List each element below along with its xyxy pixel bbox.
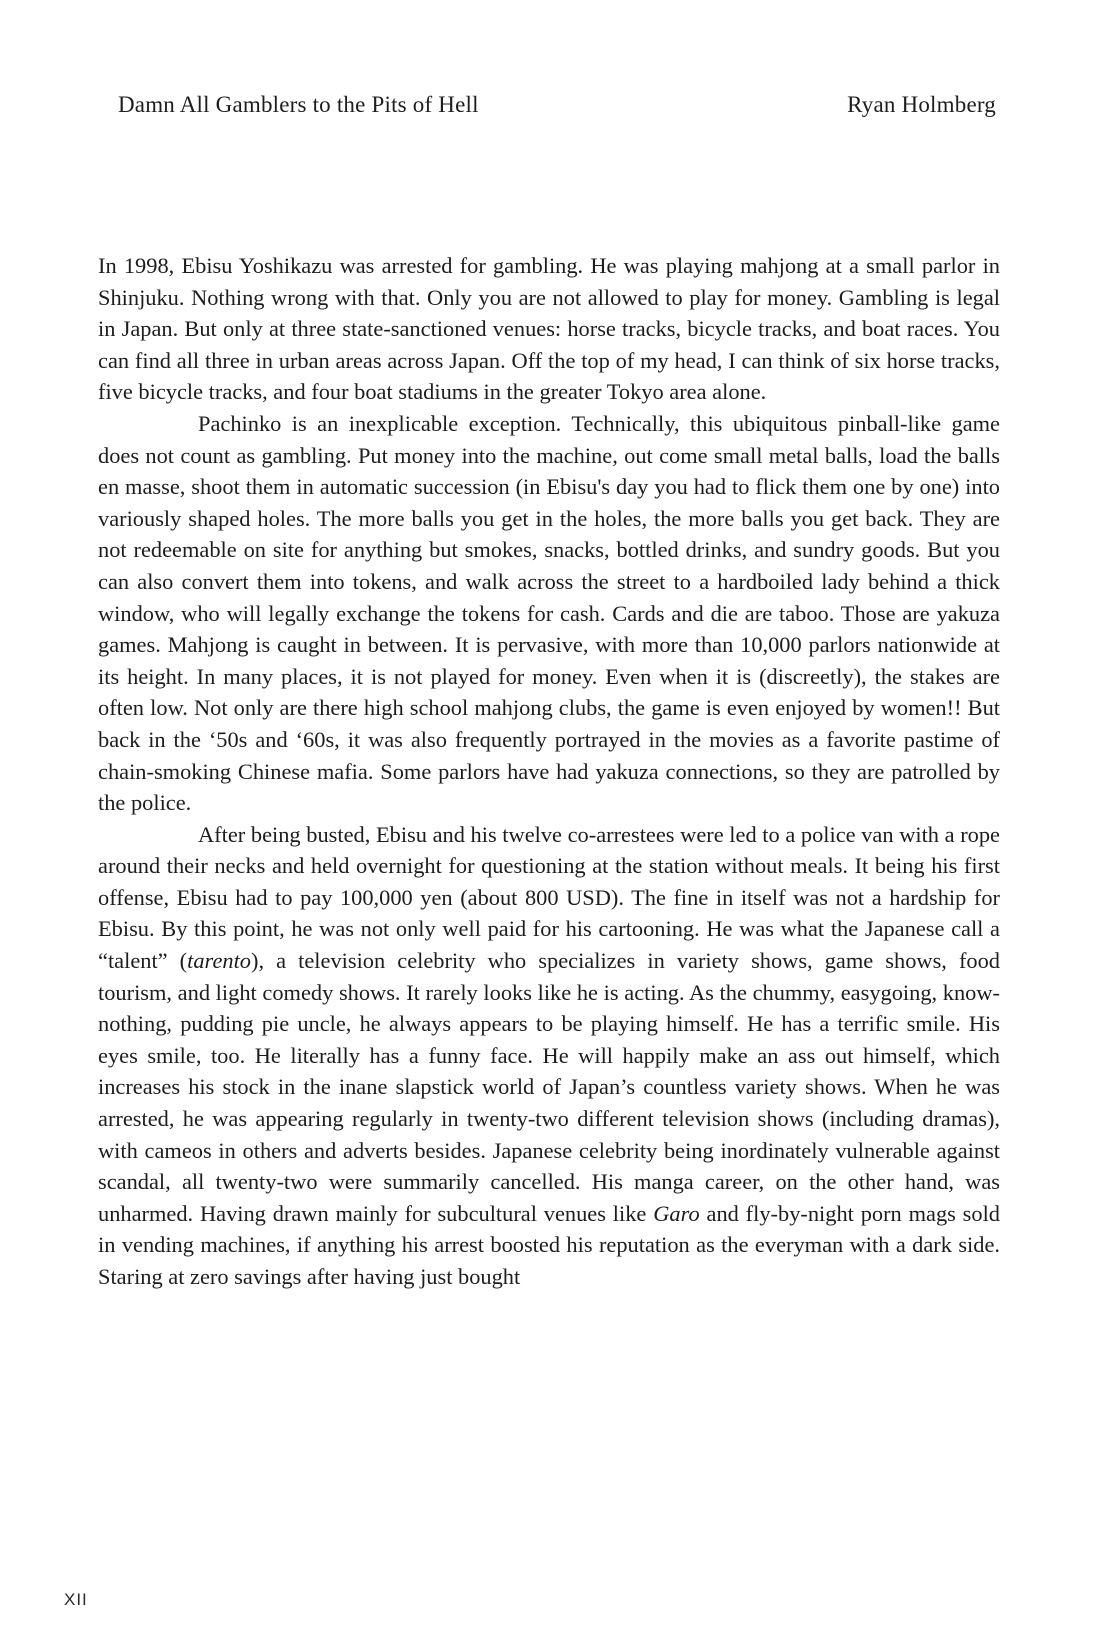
running-head xyxy=(118,92,996,118)
paragraph-1: In 1998, Ebisu Yoshikazu was arrested for gambling. He was playing mahjong at a small parlor in Shinjuku. Nothing wrong with that. Only you are not allowed to play for money. Gambling is legal in Japan. But only at three state-sanctioned venues: horse tracks, bicycle tracks, and boat races. You can find all three in urban areas across Japan. Off the top of my head, I can think of six horse tracks, five bicycle tracks, and four boat stadiums in the greater Tokyo area alone. xyxy=(98,253,1000,405)
paragraph-3-text-a: After being busted, Ebisu and his twelve co-arrestees were led to a police van with a rope around their necks and held overnight for questioning at the station without meals. It being his first offense, Ebisu had to pay 100,000 yen (about 800 USD). The fine in itself was not a hardship for Ebisu. By this point, he was not only well paid for his cartooning. He was what the Japanese call a “talent” ( xyxy=(98,821,1000,974)
paragraph-3-text-b: ), a television celebrity who specializes in variety shows, game shows, food tourism, and light comedy shows. It rarely looks like he is acting. As the chummy, easygoing, know-nothing, pudding pie uncle, he always appears to be playing himself. He has a terrific smile. His eyes smile, too. He literally has a funny face. He will happily make an ass out himself, which increases his stock in the inane slapstick world of Japan’s countless variety shows. When he was arrested, he was appearing regularly in twenty-two different television shows (including dramas), with cameos in others and adverts besides. Japanese celebrity being inordinately vulnerable against scandal, all twenty-two were summarily cancelled. His manga career, on the other hand, was unharmed. Having drawn mainly for subcultural venues like xyxy=(98,948,1000,1226)
body-text xyxy=(98,250,1000,1293)
paragraph-3-text-c: and fly-by-night porn mags sold in vending machines, if anything his arrest boosted his reputation as the everyman with a dark side. Staring at zero savings after having just bought xyxy=(98,1200,1001,1289)
paragraph-2: Pachinko is an inexplicable exception. Technically, this ubiquitous pinball-like game does not count as gambling. Put money into the machine, out come small metal balls, load the balls en masse, shoot them in automatic succession (in Ebisu's day you had to flick them one by one) into variously shaped holes. The more balls you get in the holes, the more balls you get back. They are not redeemable on site for anything but smokes, snacks, bottled drinks, and sundry goods. But you can also convert them into tokens, and walk across the street to a hardboiled lady behind a thick window, who will legally exchange the tokens for cash. Cards and die are taboo. Those are yakuza games. Mahjong is caught in between. It is pervasive, with more than 10,000 parlors nationwide at its height. In many places, it is not played for money. Even when it is (discreetly), the stakes are often low. Not only are there high school mahjong clubs, the game is even enjoyed by women!! But back in the ‘50s and ‘60s, it was also frequently portrayed in the movies as a favorite pastime of chain-smoking Chinese mafia. Some parlors have had yakuza connections, so they are patrolled by the police. xyxy=(98,410,1000,816)
term-tarento: tarento xyxy=(187,948,251,974)
book-title: Damn All Gamblers to the Pits of Hell xyxy=(118,92,479,117)
author-name: Ryan Holmberg xyxy=(847,92,996,117)
page-number: XII xyxy=(64,1590,88,1609)
magazine-garo: Garo xyxy=(653,1200,700,1226)
paragraph-3 xyxy=(98,819,1000,1293)
